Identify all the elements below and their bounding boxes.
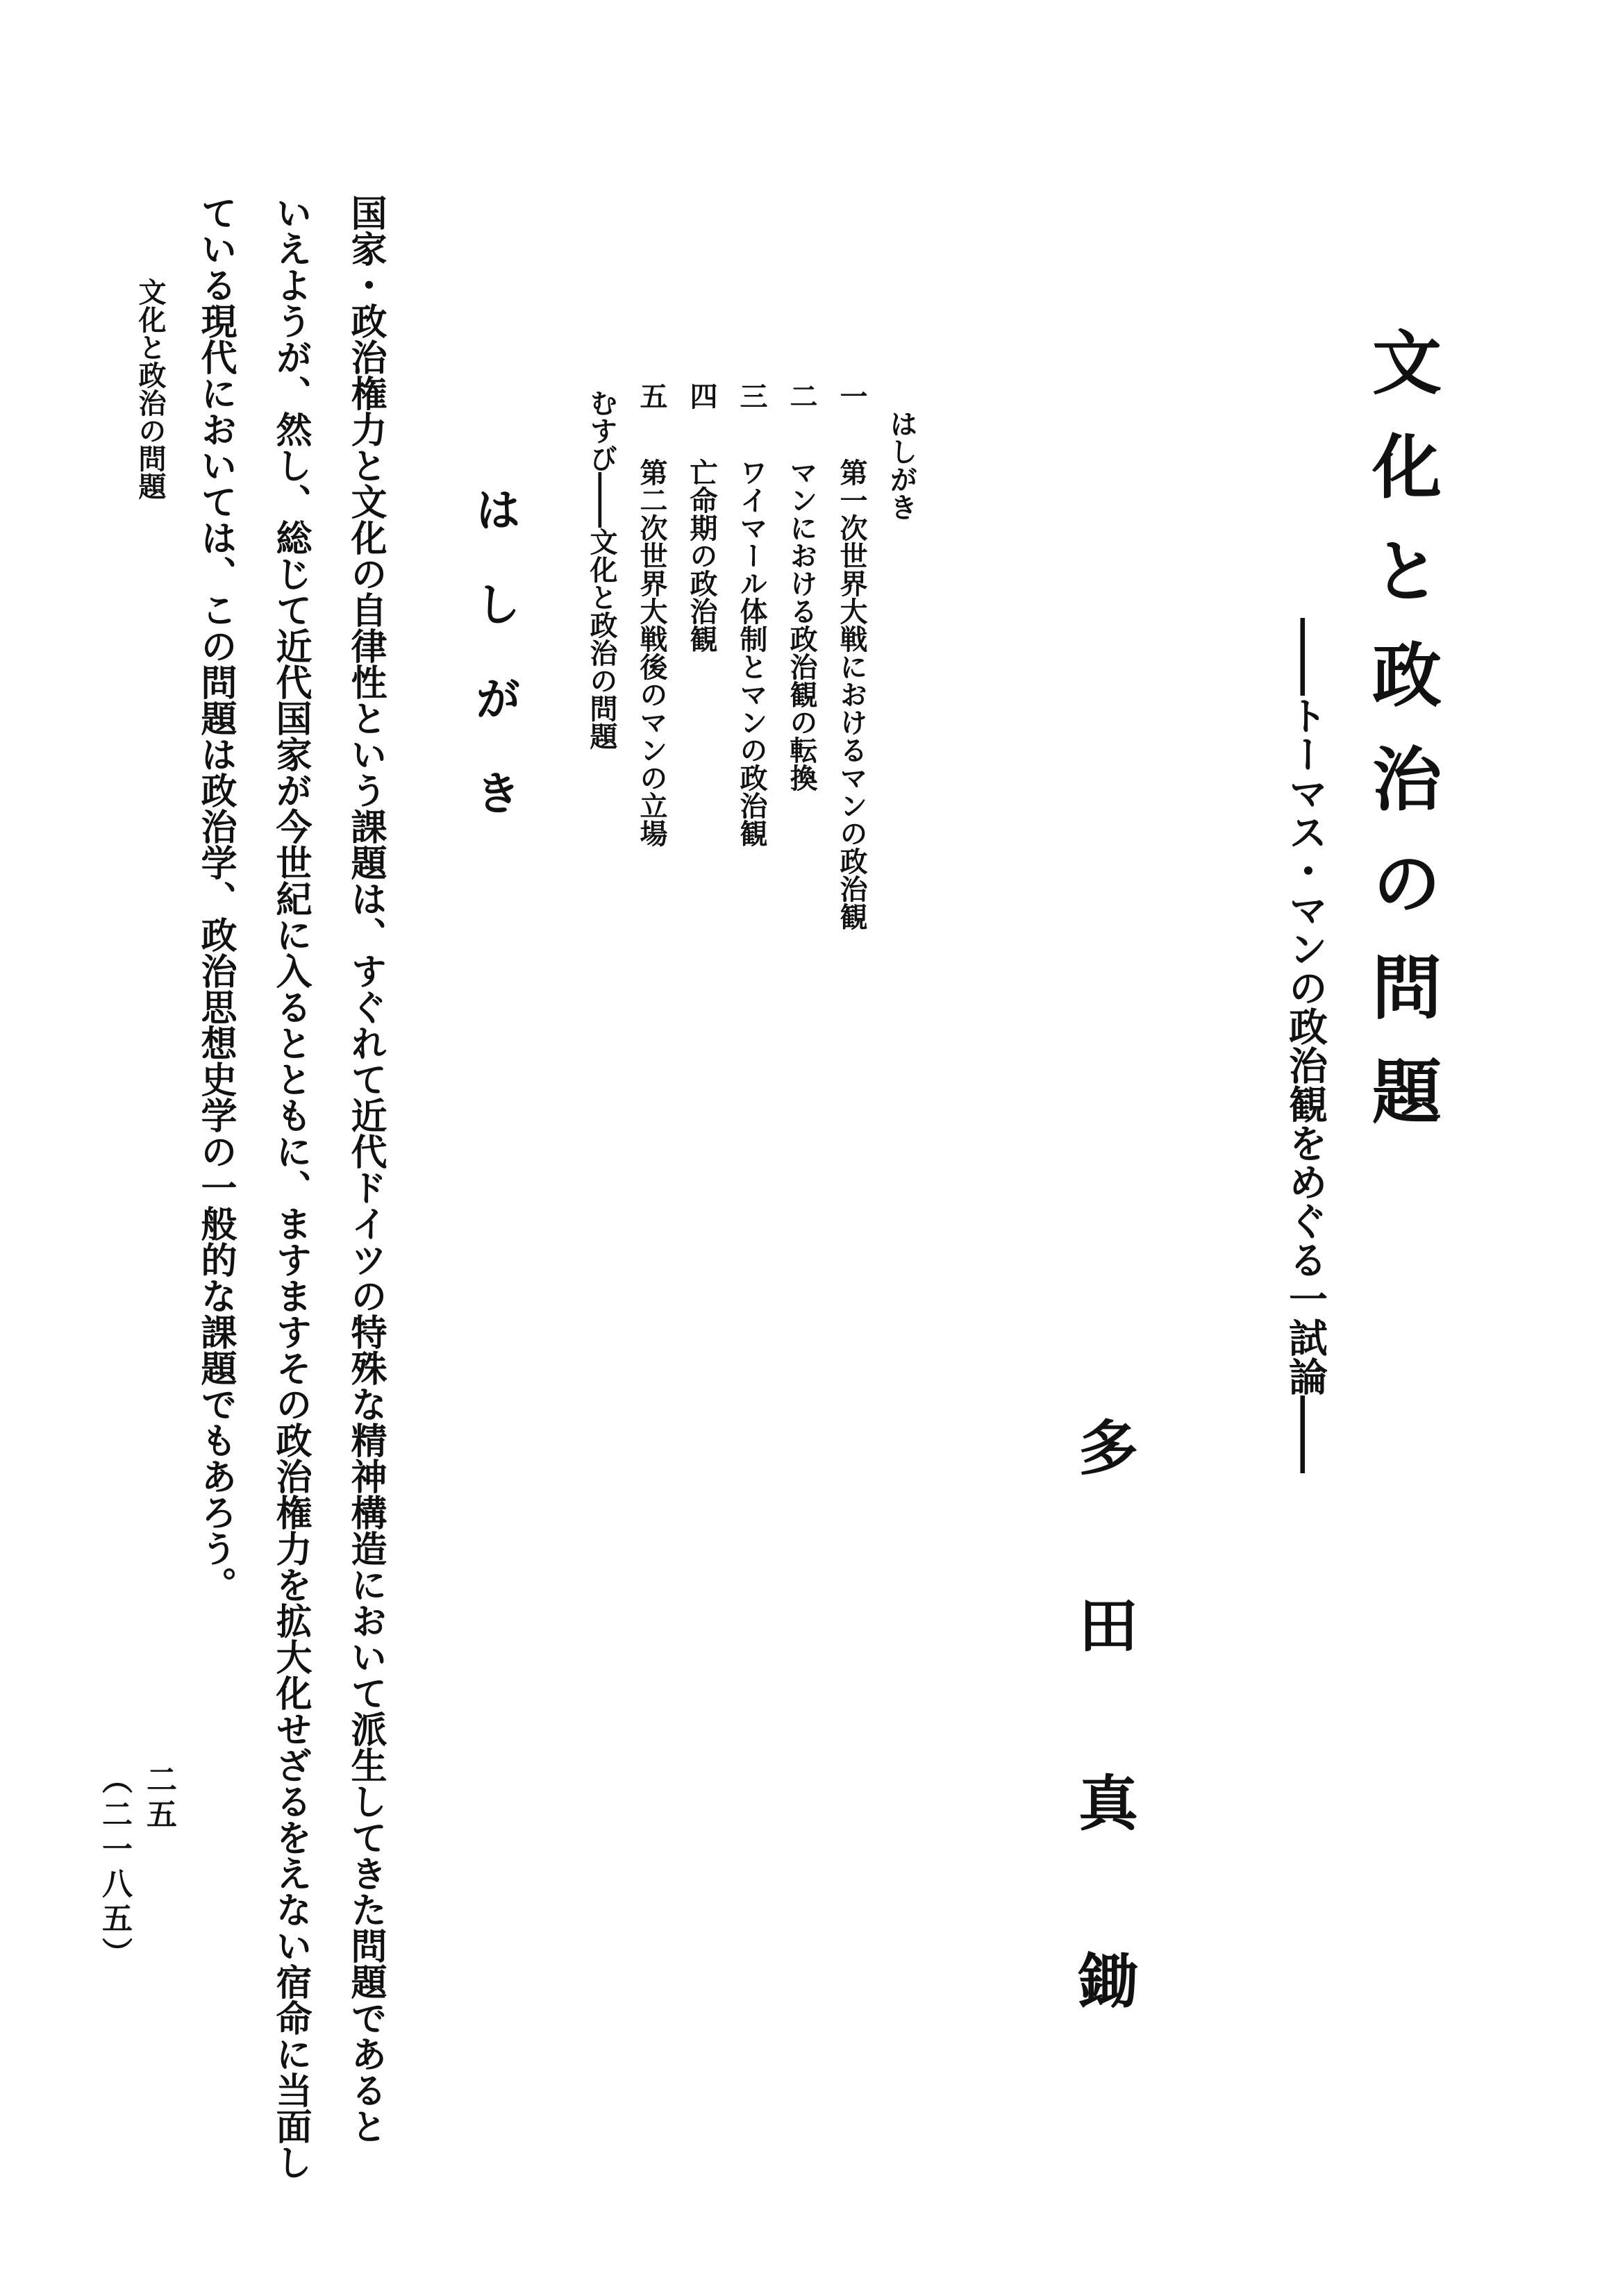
table-of-contents <box>565 382 918 1284</box>
toc-chapter-1: 一 第一次世界大戦におけるマンの政治観 <box>835 382 868 930</box>
toc-conclusion: むすび――文化と政治の問題 <box>585 389 618 750</box>
toc-chapter-3: 三 ワイマール体制とマンの政治観 <box>735 382 768 847</box>
toc-chapter-2: 二 マンにおける政治観の転換 <box>785 382 818 791</box>
page-number-cumulative: （二一八五） <box>97 1763 132 1972</box>
body-line-3: ている現代においては、この問題は政治学、政治思想史学の一般的な課題でもあろう。 <box>194 194 237 1602</box>
paper-subtitle: ――トーマス・マンの政治観をめぐる一試論―― <box>1283 618 1328 1473</box>
toc-chapter-5: 五 第二次世界大戦後のマンの立場 <box>635 382 668 847</box>
toc-chapter-4: 四 亡命期の政治観 <box>685 382 718 653</box>
page-number-main: 二五 <box>141 1763 176 1833</box>
toc-preface: はしがき <box>885 410 918 521</box>
page-number <box>92 1763 181 1972</box>
body-line-1: 国家・政治権力と文化の自律性という課題は、すぐれて近代ドイツの特殊な精神構造において派生してきた問題であると <box>344 194 387 2144</box>
body-line-2: いえようが、然し、総じて近代国家が今世紀に入るとともに、ますますその政治権力を拡大化せざるをえない宿命に当面し <box>269 194 312 2180</box>
body-text <box>178 194 403 2180</box>
running-head: 文化と政治の問題 <box>134 278 167 500</box>
paper-title: 文化と政治の問題 <box>1360 326 1442 1159</box>
author-name: 多田真鋤 <box>1068 1416 1138 2127</box>
section-heading: はしがき <box>467 486 522 864</box>
